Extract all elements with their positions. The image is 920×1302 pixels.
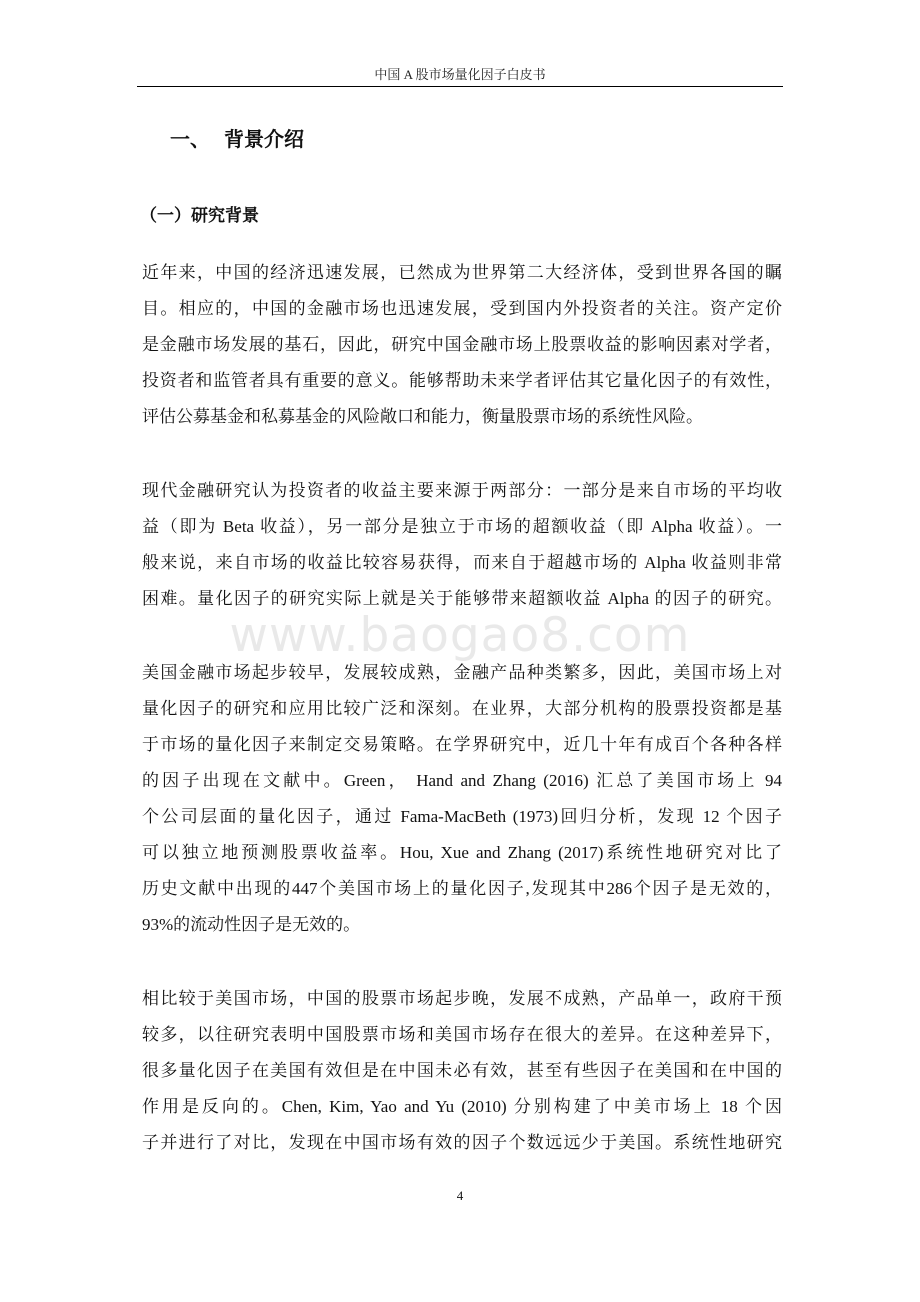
paragraph-line: 作用是反向的。Chen, Kim, Yao and Yu (2010) 分别构建了中美市场上 18 个因 bbox=[142, 1097, 782, 1116]
paragraph-1 bbox=[142, 255, 782, 435]
paragraph-line: 现代金融研究认为投资者的收益主要来源于两部分：一部分是来自市场的平均收 bbox=[142, 481, 782, 500]
paragraph-line: 美国金融市场起步较早，发展较成熟，金融产品种类繁多，因此，美国市场上对 bbox=[142, 663, 782, 682]
paragraph-line: 目。相应的，中国的金融市场也迅速发展，受到国内外投资者的关注。资产定价 bbox=[142, 299, 782, 318]
paragraph-line: 93%的流动性因子是无效的。 bbox=[142, 915, 361, 934]
paragraph-line: 个公司层面的量化因子，通过 Fama-MacBeth (1973)回归分析，发现 12 个因子 bbox=[142, 807, 782, 826]
paragraph-2 bbox=[142, 473, 782, 617]
body-text bbox=[142, 255, 782, 1199]
paragraph-3 bbox=[142, 655, 782, 943]
paragraph-4 bbox=[142, 981, 782, 1161]
paragraph-line: 益（即为 Beta 收益），另一部分是独立于市场的超额收益（即 Alpha 收益）。一 bbox=[142, 517, 782, 536]
paragraph-line: 于市场的量化因子来制定交易策略。在学界研究中，近几十年有成百个各种各样 bbox=[142, 735, 782, 754]
paragraph-line: 般来说，来自市场的收益比较容易获得，而来自于超越市场的 Alpha 收益则非常 bbox=[142, 553, 782, 572]
paragraph-line: 近年来，中国的经济迅速发展，已然成为世界第二大经济体，受到世界各国的瞩 bbox=[142, 263, 782, 282]
paragraph-line: 很多量化因子在美国有效但是在中国未必有效，甚至有些因子在美国和在中国的 bbox=[142, 1061, 782, 1080]
running-header: 中国 A 股市场量化因子白皮书 bbox=[137, 64, 783, 87]
paragraph-line: 量化因子的研究和应用比较广泛和深刻。在业界，大部分机构的股票投资都是基 bbox=[142, 699, 782, 718]
section-number: 一、 bbox=[170, 129, 210, 151]
paragraph-line: 投资者和监管者具有重要的意义。能够帮助未来学者评估其它量化因子的有效性， bbox=[142, 371, 782, 390]
section-title: 背景介绍 bbox=[224, 129, 304, 151]
paragraph-line: 较多，以往研究表明中国股票市场和美国市场存在很大的差异。在这种差异下， bbox=[142, 1025, 782, 1044]
paragraph-line: 评估公募基金和私募基金的风险敞口和能力，衡量股票市场的系统性风险。 bbox=[142, 407, 703, 426]
paragraph-line: 相比较于美国市场，中国的股票市场起步晚，发展不成熟，产品单一，政府干预 bbox=[142, 989, 782, 1008]
paragraph-line: 是金融市场发展的基石，因此，研究中国金融市场上股票收益的影响因素对学者， bbox=[142, 335, 782, 354]
paragraph-line: 历史文献中出现的447个美国市场上的量化因子,发现其中286个因子是无效的， bbox=[142, 879, 782, 898]
paragraph-line: 的因子出现在文献中。Green， Hand and Zhang (2016) 汇总了美国市场上 94 bbox=[142, 771, 782, 790]
page-number: 4 bbox=[456, 1188, 464, 1203]
section-heading bbox=[170, 126, 304, 154]
paragraph-line: 可以独立地预测股票收益率。Hou, Xue and Zhang (2017)系统性地研究对比了 bbox=[142, 843, 782, 862]
watermark: www.baogao8.com bbox=[229, 608, 691, 663]
subsection-heading: （一）研究背景 bbox=[140, 206, 259, 225]
paragraph-line: 子并进行了对比，发现在中国市场有效的因子个数远远少于美国。系统性地研究 bbox=[142, 1133, 782, 1152]
paragraph-line: 困难。量化因子的研究实际上就是关于能够带来超额收益 Alpha 的因子的研究。 bbox=[142, 589, 782, 608]
